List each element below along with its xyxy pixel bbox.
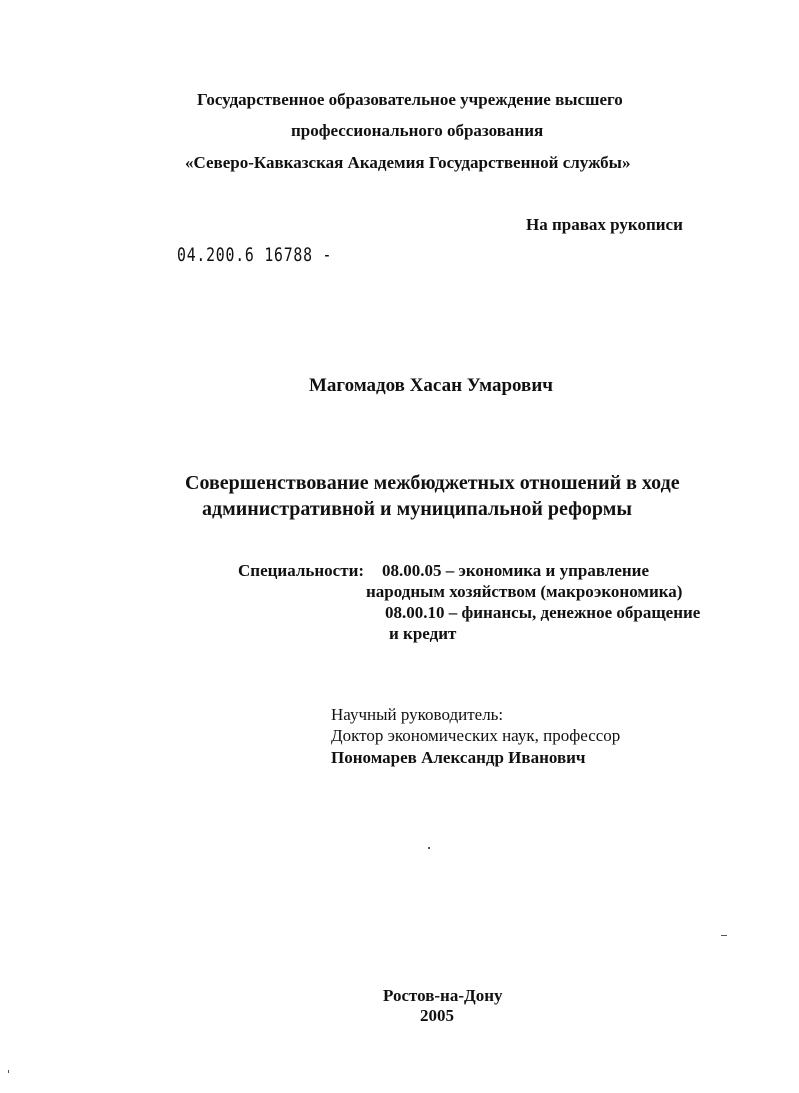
institution-line-3: «Северо-Кавказская Академия Государственной службы» xyxy=(185,153,631,172)
supervisor-degree: Доктор экономических наук, профессор xyxy=(331,726,621,745)
specialty-2-line-1: 08.00.10 – финансы, денежное обращение xyxy=(385,603,701,622)
specialty-1-line-1: 08.00.05 – экономика и управление xyxy=(382,561,650,580)
supervisor-label: Научный руководитель: xyxy=(331,705,504,724)
scan-speck xyxy=(428,847,430,849)
manuscript-rights-note: На правах рукописи xyxy=(526,215,683,234)
title-line-1: Совершенствование межбюджетных отношений в ходе xyxy=(185,472,680,494)
scan-speck xyxy=(721,935,727,936)
institution-line-1: Государственное образовательное учреждение высшего xyxy=(197,90,623,109)
scan-speck xyxy=(8,1070,9,1073)
specialty-1-line-2: народным хозяйством (макроэкономика) xyxy=(366,582,683,601)
institution-line-2: профессионального образования xyxy=(291,121,544,140)
title-line-2: административной и муниципальной реформы xyxy=(202,498,632,520)
registration-stamp-number: 04.200.6 16788 - xyxy=(177,244,333,266)
specialties-label: Специальности: xyxy=(238,561,365,580)
specialty-2-line-2: и кредит xyxy=(389,624,457,643)
year: 2005 xyxy=(420,1006,454,1025)
city: Ростов-на-Дону xyxy=(383,986,503,1005)
supervisor-name: Пономарев Александр Иванович xyxy=(331,748,586,767)
author-name: Магомадов Хасан Умарович xyxy=(309,375,553,396)
